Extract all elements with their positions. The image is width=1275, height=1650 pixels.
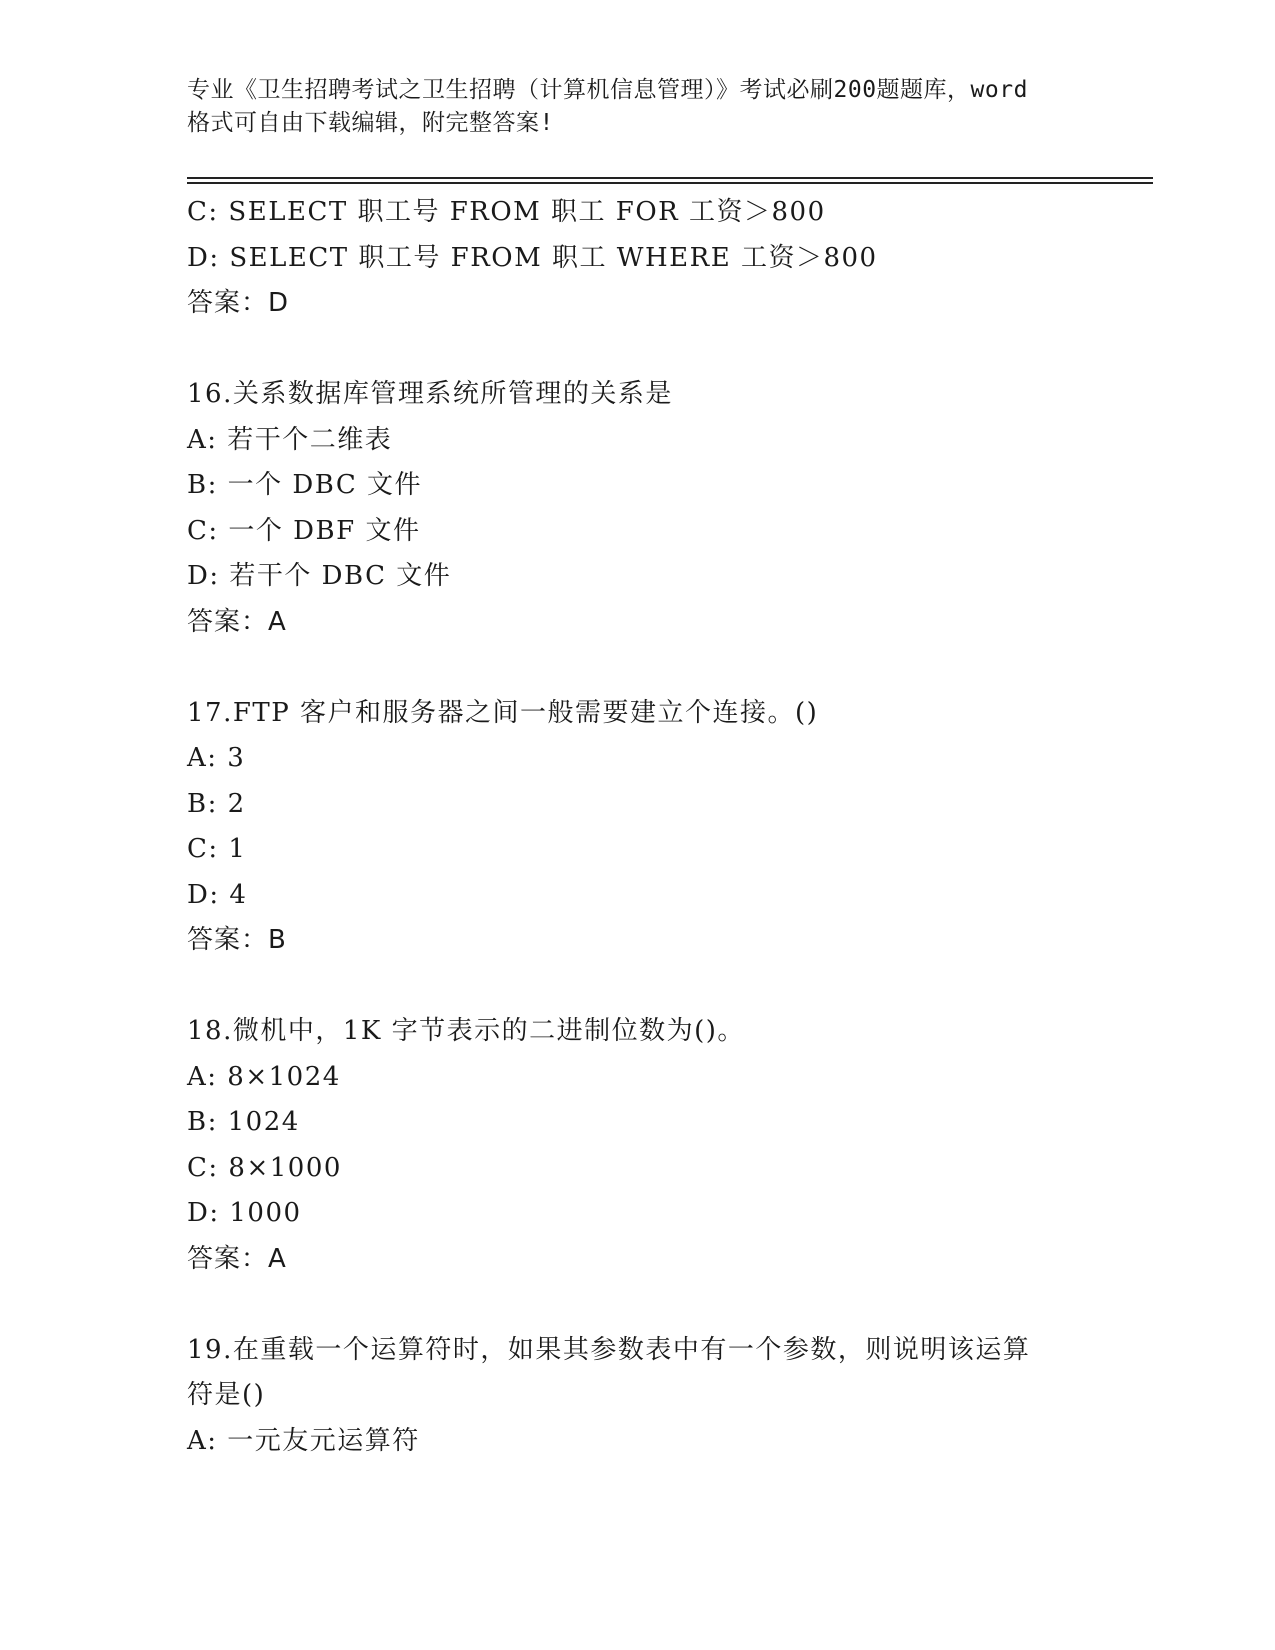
question-15-tail [187,190,1087,327]
option-d: D: SELECT 职工号 FROM 职工 WHERE 工资＞800 [187,242,878,273]
answer: 答案：D [187,288,290,318]
spacer [187,1282,1087,1328]
option-a: A: 一元友元运算符 [187,1425,420,1456]
question-19 [187,1328,1087,1465]
option-a: A: 8×1024 [187,1061,341,1092]
question-title: 18.微机中，1K 字节表示的二进制位数为()。 [187,1016,745,1046]
question-title: 17.FTP 客户和服务器之间一般需要建立个连接。() [187,697,819,728]
option-c: C: 一个 DBF 文件 [187,515,421,546]
question-16 [187,372,1087,645]
option-b: B: 一个 DBC 文件 [187,470,422,500]
header-title-line-1: 专业《卫生招聘考试之卫生招聘（计算机信息管理）》考试必刷200题题库，word [187,77,1028,103]
spacer [187,645,1087,691]
answer: 答案：B [187,925,287,955]
question-17 [187,691,1087,964]
spacer [187,964,1087,1010]
header-divider-top [187,177,1153,179]
option-c: C: 8×1000 [187,1152,342,1183]
option-c: C: 1 [187,834,247,864]
question-title-line-1: 19.在重载一个运算符时，如果其参数表中有一个参数，则说明该运算 [187,1334,1031,1365]
option-d: D: 4 [187,879,248,910]
option-b: B: 1024 [187,1107,300,1137]
question-list [187,190,1087,1464]
answer: 答案：A [187,1243,287,1274]
header-divider-bottom [187,182,1153,184]
header-title-line-2: 格式可自由下载编辑，附完整答案! [187,110,554,136]
answer: 答案：A [187,606,287,637]
option-d: D: 若干个 DBC 文件 [187,561,452,591]
option-b: B: 2 [187,788,246,819]
question-18 [187,1009,1087,1282]
option-c: C: SELECT 职工号 FROM 职工 FOR 工资＞800 [187,197,826,227]
option-a: A: 若干个二维表 [187,424,393,455]
spacer [187,327,1087,373]
question-title: 16.关系数据库管理系统所管理的关系是 [187,379,673,409]
option-d: D: 1000 [187,1198,302,1228]
option-a: A: 3 [187,743,246,773]
question-title-line-2: 符是() [187,1380,266,1410]
document-header [187,74,1087,140]
